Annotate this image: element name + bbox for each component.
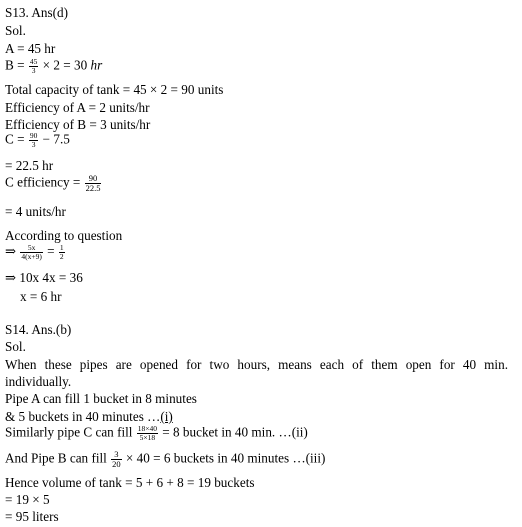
s14-volume-result: = 95 liters	[5, 509, 59, 524]
s14-answer-heading: S14. Ans.(b)	[5, 322, 72, 337]
s13-c-efficiency: C efficiency = $\frac{90}{22.5}$	[5, 173, 101, 193]
s13-c-value: = 22.5 hr	[5, 158, 54, 173]
s14-volume-step: = 19 × 5	[5, 492, 50, 507]
s13-according: According to question	[5, 228, 123, 243]
s13-c-eff-value: = 4 units/hr	[5, 204, 66, 219]
s14-pipe-b: And Pipe B can fill $\frac{3}{20}$ × 40 = 6 buckets in 40 minutes …(iii)	[5, 449, 326, 469]
s13-equation-2: ⇒ 10x 4x = 36	[5, 270, 83, 285]
s14-pipe-a-buckets: & 5 buckets in 40 minutes …(i)	[5, 409, 173, 424]
s14-sol-label: Sol.	[5, 339, 26, 354]
s13-c-eff-fraction: $\frac{90}{22.5}$	[85, 173, 101, 193]
s13-equation-1: ⇒ $\frac{5x}{4(x+9)}$ = $\frac{1}{2}$	[5, 243, 64, 261]
s14-volume: Hence volume of tank = 5 + 6 + 8 = 19 buckets	[5, 475, 255, 490]
s13-capacity: Total capacity of tank = 45 × 2 = 90 units	[5, 82, 224, 97]
s14-pipe-a: Pipe A can fill 1 bucket in 8 minutes	[5, 391, 197, 406]
s13-a-time: A = 45 hr	[5, 41, 56, 56]
s14-b-fraction: $\frac{3}{20}$	[112, 449, 121, 469]
s13-eq1-fraction: $\frac{5x}{4(x+9)}$	[21, 243, 42, 261]
s13-b-time: B = $\frac{45}{3}$ × 2 = 30 hr	[5, 57, 103, 75]
s14-paragraph: When these pipes are opened for two hours, means each of them open for 40 min.	[5, 357, 508, 372]
s13-answer-heading: S13. Ans(d)	[5, 5, 69, 20]
s13-c-fraction: $\frac{90}{3}$	[29, 131, 38, 149]
s13-equation-3: x = 6 hr	[20, 289, 62, 304]
s14-pipe-c: Similarly pipe C can fill $\frac{18\times 40}{5\times 18}$ = 8 bucket in 40 min. …(ii)	[5, 424, 308, 442]
s13-c-time: C = $\frac{90}{3}$ − 7.5	[5, 131, 70, 149]
s14-paragraph-cont: individually.	[5, 374, 72, 389]
s14-c-fraction: $\frac{18\times 40}{5\times 18}$	[137, 424, 157, 442]
s13-b-fraction: $\frac{45}{3}$	[29, 57, 38, 75]
s13-efficiency-a: Efficiency of A = 2 units/hr	[5, 100, 150, 115]
s13-eq1-rhs-fraction: $\frac{1}{2}$	[59, 243, 64, 261]
s13-sol-label: Sol.	[5, 23, 26, 38]
s13-efficiency-b: Efficiency of B = 3 units/hr	[5, 117, 151, 132]
